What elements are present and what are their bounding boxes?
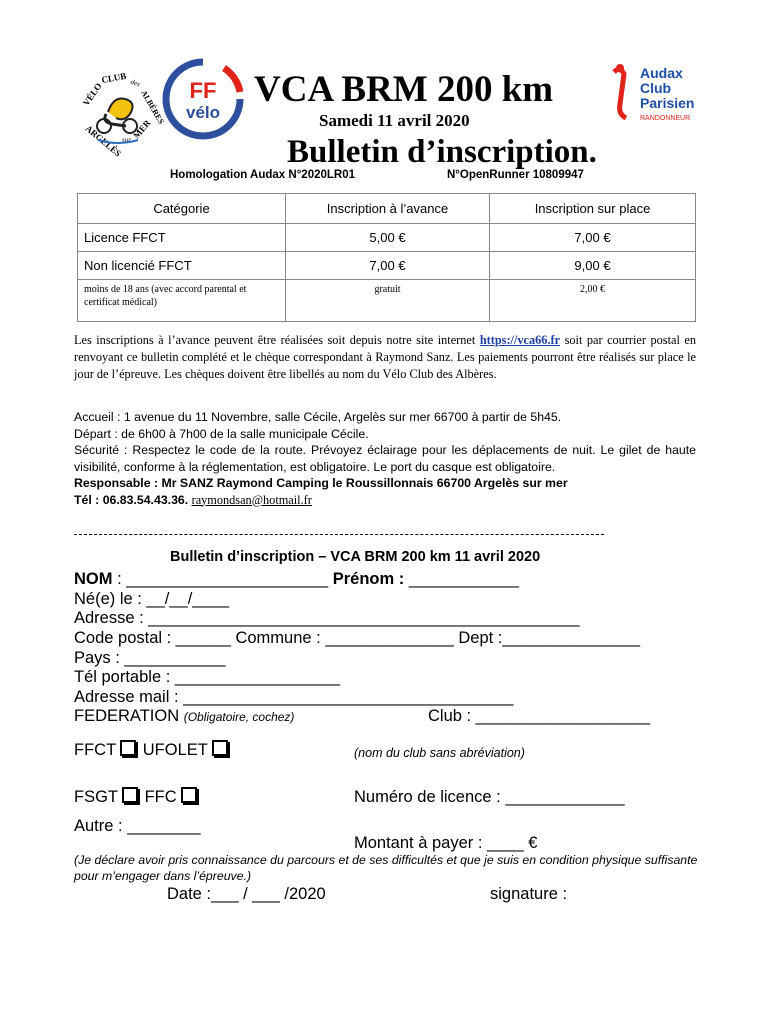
accueil-text: Accueil : 1 avenue du 11 Novembre, salle Cécile, Argelès sur mer 66700 à partir de 5h45. bbox=[74, 410, 562, 424]
table-row bbox=[78, 252, 696, 280]
table-row bbox=[78, 280, 696, 322]
federation-label bbox=[74, 706, 294, 727]
table-cell: moins de 18 ans (avec accord parental et certificat médical) bbox=[78, 280, 286, 322]
event-info bbox=[74, 409, 696, 508]
audax-line1: Audax bbox=[640, 65, 683, 81]
fsgt-checkbox[interactable] bbox=[122, 787, 138, 803]
birthdate-field[interactable]: Né(e) le : __/__/____ bbox=[74, 590, 230, 608]
openrunner-number: N°OpenRunner 10809947 bbox=[447, 169, 584, 181]
licence-number-field[interactable]: Numéro de licence : _____________ bbox=[354, 788, 625, 806]
svg-text:des: des bbox=[129, 77, 141, 89]
ff-velo-logo bbox=[162, 58, 244, 140]
paragraph-text: Les inscriptions à l’avance peuvent être réalisées soit depuis notre site internet bbox=[74, 333, 480, 347]
depart-text: Départ : de 6h00 à 7h00 de la salle municipale Cécile. bbox=[74, 426, 369, 441]
mobile-phone-field[interactable]: Tél portable : __________________ bbox=[74, 668, 341, 686]
fsgt-label: FSGT bbox=[74, 788, 118, 806]
email-link[interactable]: raymondsan@hotmail.fr bbox=[191, 492, 312, 507]
federation-text: FEDERATION bbox=[74, 707, 180, 725]
table-cell: Non licencié FFCT bbox=[78, 252, 286, 280]
address-field[interactable]: Adresse : _______________________________________________ bbox=[74, 609, 580, 627]
homologation-number: Homologation Audax N°2020LR01 bbox=[170, 169, 356, 181]
table-cell: 7,00 € bbox=[286, 252, 490, 280]
club-field[interactable]: Club : ___________________ bbox=[428, 707, 651, 725]
amount-field[interactable]: Montant à payer : ____ € bbox=[354, 834, 538, 852]
securite-text: Sécurité : Respectez le code de la route. Prévoyez éclairage pour les déplacements de nuit. Le gilet de haute visibilité, conforme à la réglementation, est obligatoire. Le port du casque est obligatoire. bbox=[74, 443, 696, 474]
federation-options-row1 bbox=[74, 740, 230, 760]
other-federation-field[interactable]: Autre : ________ bbox=[74, 817, 201, 835]
ff-top-text: FF bbox=[189, 78, 217, 103]
inscription-paragraph bbox=[74, 332, 696, 383]
nom-blank: : ______________________ bbox=[112, 570, 333, 588]
page-title: VCA BRM 200 km bbox=[254, 69, 554, 110]
ff-bottom-text: vélo bbox=[185, 103, 221, 122]
federation-options-row2 bbox=[74, 787, 199, 807]
ufolet-label: UFOLET bbox=[142, 741, 208, 759]
email-field[interactable]: Adresse mail : ____________________________________ bbox=[74, 688, 514, 706]
table-cell: Licence FFCT bbox=[78, 224, 286, 252]
velo-club-logo bbox=[78, 70, 166, 159]
responsable-text: Responsable : Mr SANZ Raymond Camping le Roussillonnais 66700 Argelès sur mer bbox=[74, 476, 568, 490]
prenom-blank: ____________ bbox=[408, 570, 519, 588]
table-header: Inscription sur place bbox=[490, 194, 696, 224]
ffc-label: FFC bbox=[144, 788, 177, 806]
svg-text:ARGELÈS: ARGELÈS bbox=[83, 123, 124, 159]
ffct-checkbox[interactable] bbox=[120, 740, 136, 756]
event-date: Samedi 11 avril 2020 bbox=[319, 111, 470, 130]
svg-text:sur: sur bbox=[122, 136, 131, 144]
nom-label: NOM bbox=[74, 570, 113, 588]
tarifs-table bbox=[77, 193, 696, 322]
table-row bbox=[78, 224, 696, 252]
bulletin-title: Bulletin d’inscription. bbox=[287, 134, 597, 170]
cut-line-divider bbox=[74, 534, 604, 535]
audax-line3: Parisien bbox=[640, 95, 695, 111]
club-note-text: (nom du club sans abréviation) bbox=[354, 746, 525, 760]
ffc-checkbox[interactable] bbox=[181, 787, 197, 803]
svg-text:MER: MER bbox=[131, 117, 153, 141]
date-field[interactable]: Date :___ / ___ /2020 bbox=[167, 885, 326, 903]
table-cell: 9,00 € bbox=[490, 252, 696, 280]
table-cell: 5,00 € bbox=[286, 224, 490, 252]
signature-field[interactable]: signature : bbox=[490, 885, 568, 903]
svg-text:ALBÈRES: ALBÈRES bbox=[139, 88, 166, 126]
federation-note: (Obligatoire, cochez) bbox=[183, 710, 295, 724]
table-header: Catégorie bbox=[78, 194, 286, 224]
table-cell: 2,00 € bbox=[490, 280, 696, 322]
table-cell: 7,00 € bbox=[490, 224, 696, 252]
ufolet-checkbox[interactable] bbox=[212, 740, 228, 756]
phone-text: Tél : 06.83.54.43.36. bbox=[74, 492, 189, 507]
audax-line2: Club bbox=[640, 80, 672, 96]
nom-field[interactable] bbox=[74, 569, 519, 589]
website-link[interactable]: https://vca66.fr bbox=[479, 333, 561, 347]
prenom-label: Prénom : bbox=[332, 570, 409, 588]
svg-text:VÉLO: VÉLO bbox=[80, 81, 104, 108]
country-field[interactable]: Pays : ___________ bbox=[74, 649, 226, 667]
table-header-row bbox=[78, 194, 696, 224]
audax-club-logo bbox=[606, 62, 706, 128]
table-header: Inscription à l’avance bbox=[286, 194, 490, 224]
declaration-text: (Je déclare avoir pris connaissance du parcours et de ses difficultés et que je suis en condition physique suffisante pour m’engager dans l’épreuve.) bbox=[74, 853, 698, 883]
club-note bbox=[354, 742, 525, 763]
table-cell: gratuit bbox=[286, 280, 490, 322]
audax-line4: RANDONNEUR bbox=[640, 115, 691, 122]
ffct-label: FFCT bbox=[74, 741, 117, 759]
svg-text:CLUB: CLUB bbox=[100, 70, 128, 86]
postal-code-field[interactable]: Code postal : ______ Commune : ______________ Dept :_______________ bbox=[74, 629, 641, 647]
paragraph-text: soit par courrier postal en renvoyant ce bulletin complété et le chèque correspondant à Raymond Sanz. Les paiements pourront être réalisés sur place le jour de l’épreuve. Les chèques doivent être libellés au nom du Vélo Club des Albères. bbox=[74, 333, 696, 381]
form-title: Bulletin d’inscription – VCA BRM 200 km 11 avril 2020 bbox=[170, 549, 541, 565]
